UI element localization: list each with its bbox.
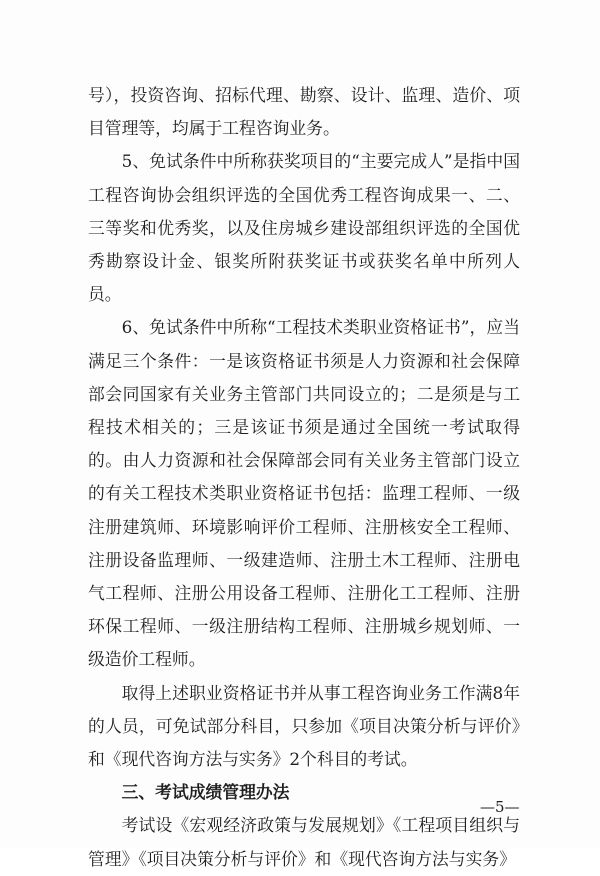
document-body (88, 79, 520, 876)
paragraph-item-6: 6、免试条件中所称“工程技术类职业资格证书”，应当满足三个条件：一是该资格证书须是人力资源和社会保障部会同国家有关业务主管部门共同设立的；二是须是与工程技术相关的；三是该证书须是通过全国统一考试取得的。由人力资源和社会保障部会同有关业务主管部门设立的有关工程技术类职业资格证书包括：监理工程师、一级注册建筑师、环境影响评价工程师、注册核安全工程师、注册设备监理师、一级建造师、注册土木工程师、注册电气工程师、注册公用设备工程师、注册化工工程师、注册环保工程师、一级注册结构工程师、注册城乡规划师、一级造价工程师。 (88, 317, 520, 670)
paragraph-item-5: 5、免试条件中所称获奖项目的“主要完成人”是指中国工程咨询协会组织评选的全国优秀工程咨询成果一、二、三等奖和优秀奖，以及住房城乡建设部组织评选的全国优秀勘察设计金、银奖所附获奖证书或获奖名单中所列人员。 (88, 151, 520, 305)
page-number: —5— (480, 798, 520, 816)
paragraph-continuation: 号），投资咨询、招标代理、勘察、设计、监理、造价、项目管理等，均属于工程咨询业务。 (88, 85, 520, 139)
section-heading: 三、考试成绩管理办法 (121, 782, 290, 803)
paragraph-exam-subjects: 考试设《宏观经济政策与发展规划》《工程项目组织与管理》《项目决策分析与评价》和《现代咨询方法与实务》 (88, 815, 520, 869)
paragraph-exemption: 取得上述职业资格证书并从事工程咨询业务工作满8年的人员，可免试部分科目，只参加《项目决策分析与评价》和《现代咨询方法与实务》2个科目的考试。 (88, 682, 520, 770)
